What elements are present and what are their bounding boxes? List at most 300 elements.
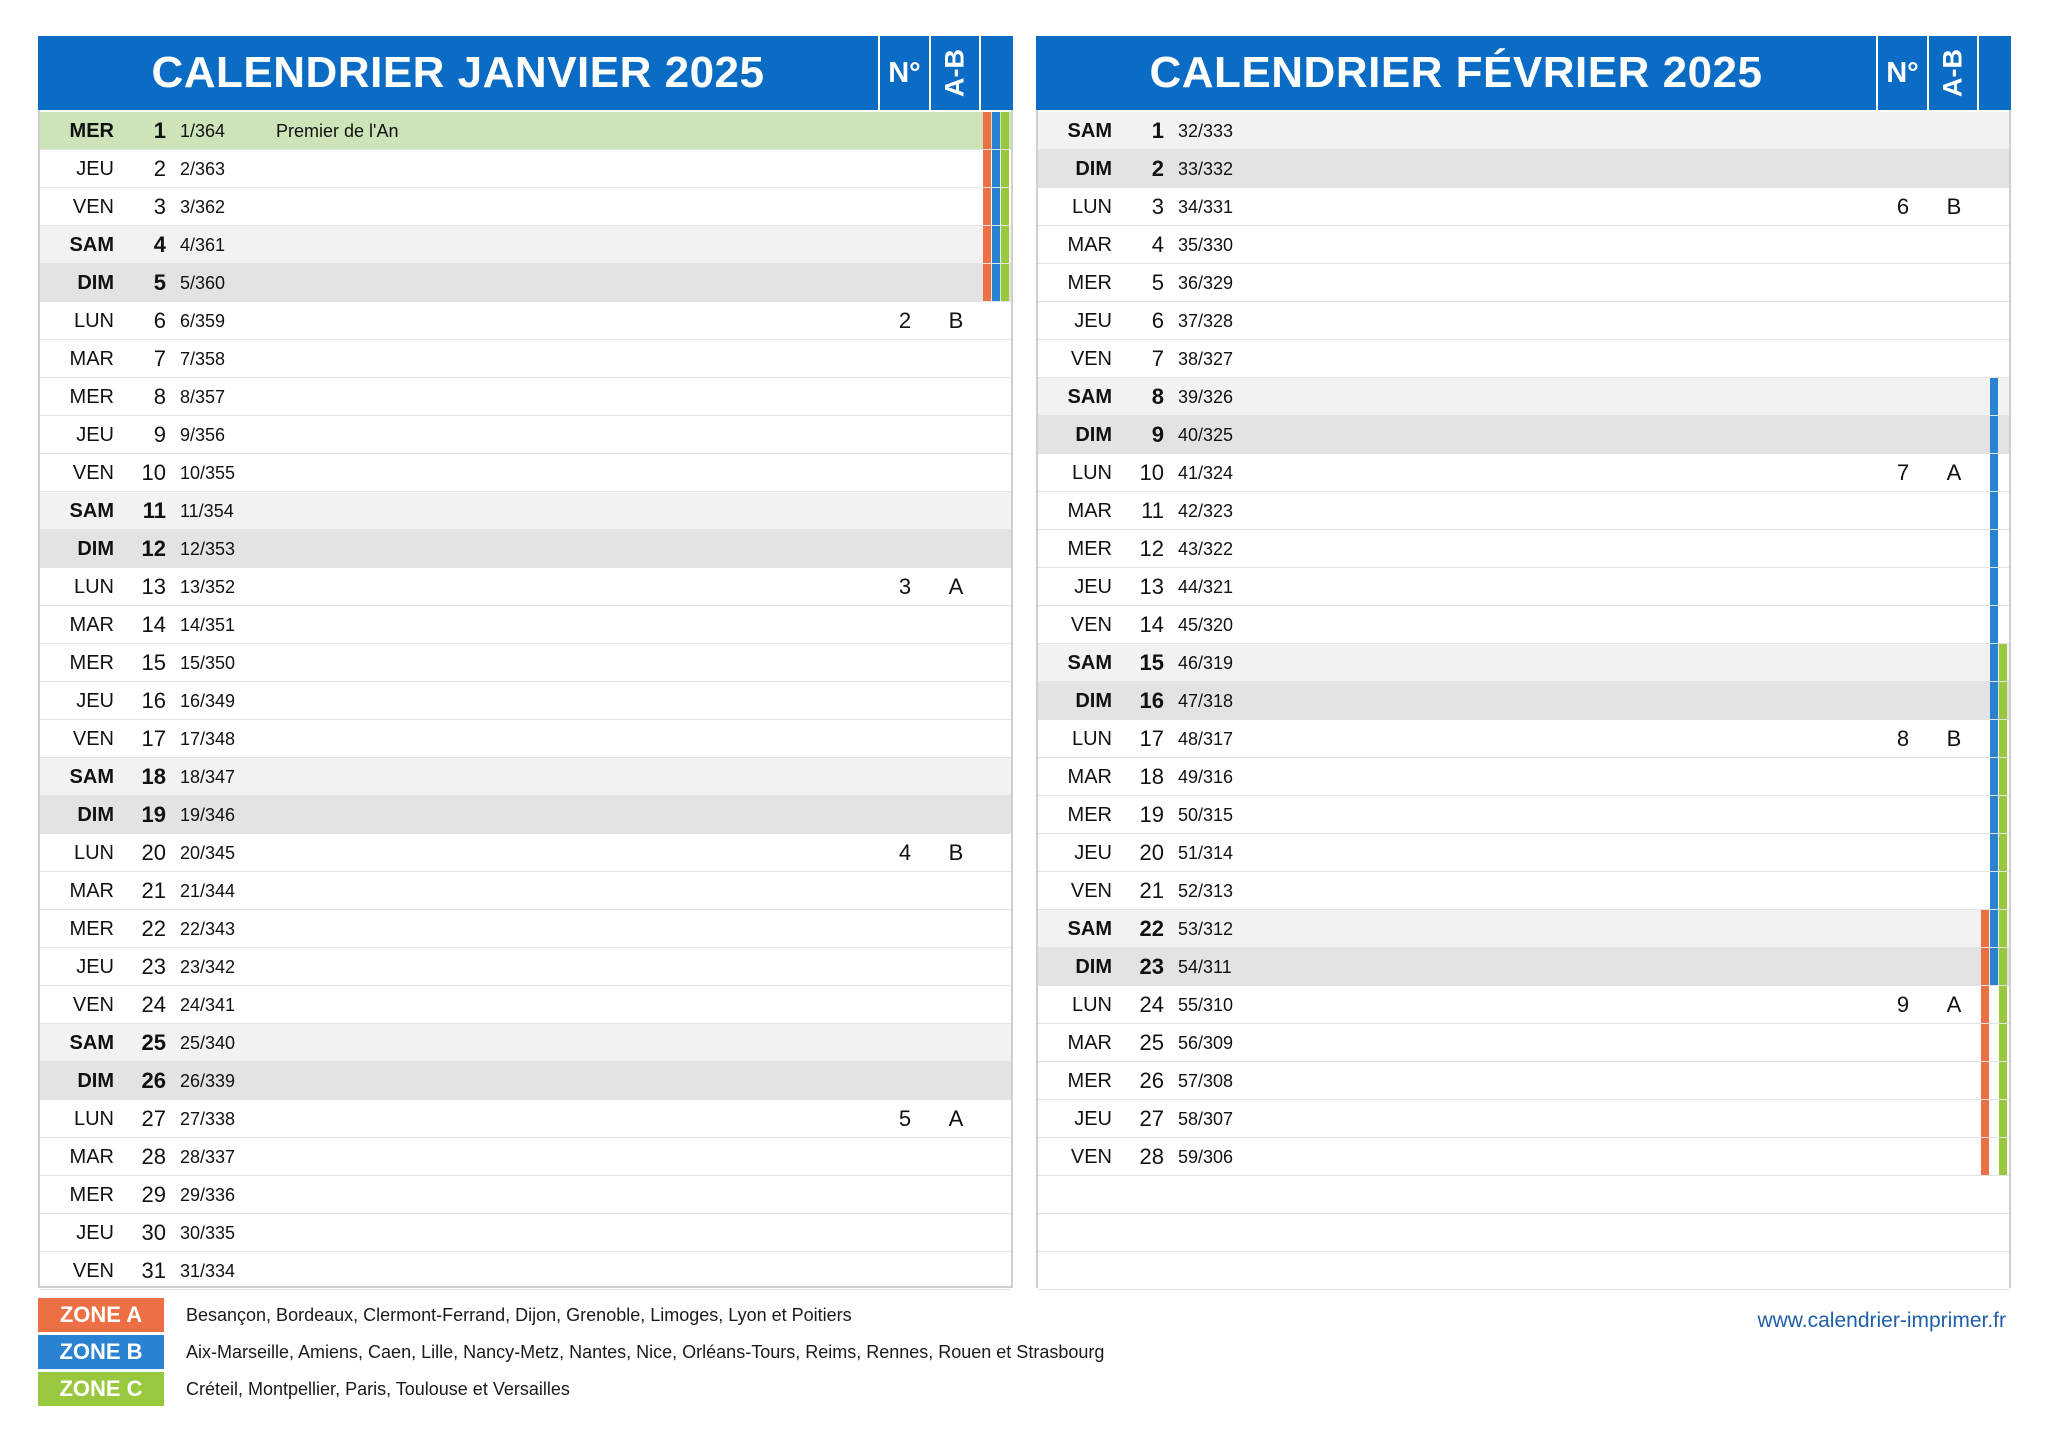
zone-c-badge: ZONE C [38, 1372, 164, 1406]
week-number: 8 [1896, 726, 1910, 751]
day-row [1038, 568, 2009, 606]
day-of-year: 26/339 [180, 1071, 236, 1091]
day-name: JEU [1074, 842, 1112, 864]
day-name: LUN [1071, 462, 1112, 484]
day-of-year: 57/308 [1178, 1071, 1234, 1091]
zone-b-vacation-bar [1990, 454, 1998, 491]
day-row [40, 606, 1011, 644]
day-row [40, 112, 1011, 150]
day-of-year: 35/330 [1178, 235, 1234, 255]
zone-c-vacation-bar [1001, 150, 1009, 187]
day-row [1038, 1100, 2009, 1138]
week-number-header: N° [888, 57, 921, 89]
day-of-year: 59/306 [1178, 1147, 1234, 1167]
day-of-year: 15/350 [180, 653, 236, 673]
day-row [1038, 910, 2009, 948]
day-name: DIM [77, 1070, 114, 1092]
day-number: 18 [141, 764, 166, 789]
day-name: DIM [1075, 158, 1112, 180]
day-of-year: 14/351 [180, 615, 236, 635]
day-row [40, 682, 1011, 720]
day-of-year: 12/353 [180, 539, 236, 559]
day-row [1038, 682, 2009, 720]
zone-a-vacation-bar [1981, 986, 1989, 1023]
day-of-year: 43/322 [1178, 539, 1234, 559]
day-row [1038, 948, 2009, 986]
zone-c-vacation-bar [1001, 112, 1009, 149]
day-number: 28 [141, 1144, 166, 1169]
day-row [40, 264, 1011, 302]
day-of-year: 55/310 [1178, 995, 1234, 1015]
day-name: MAR [69, 348, 114, 370]
zone-a-vacation-bar [983, 112, 991, 149]
day-number: 9 [153, 422, 166, 447]
day-number: 12 [141, 536, 166, 561]
day-row [40, 226, 1011, 264]
day-name: LUN [73, 842, 114, 864]
zone-c-vacation-bar [1999, 796, 2007, 833]
month-title: CALENDRIER FÉVRIER 2025 [1149, 48, 1763, 97]
week-number: 7 [1896, 460, 1910, 485]
zone-a-vacation-bar [1981, 1024, 1989, 1061]
week-number: 5 [898, 1106, 912, 1131]
day-of-year: 3/362 [180, 197, 226, 217]
day-name: VEN [1070, 348, 1112, 370]
zone-a-vacation-bar [983, 150, 991, 187]
day-row [40, 150, 1011, 188]
zone-b-vacation-bar [1990, 492, 1998, 529]
day-number: 22 [141, 916, 166, 941]
day-name: LUN [1071, 994, 1112, 1016]
zone-c-vacation-bar [1001, 226, 1009, 263]
zone-c-vacation-bar [1999, 872, 2007, 909]
day-number: 5 [1151, 270, 1164, 295]
day-row [40, 530, 1011, 568]
day-of-year: 30/335 [180, 1223, 236, 1243]
day-row [1038, 112, 2009, 150]
day-row [40, 834, 1011, 872]
day-row [40, 1252, 1011, 1290]
zone-b-vacation-bar [1990, 606, 1998, 643]
day-of-year: 39/326 [1178, 387, 1234, 407]
day-row [40, 644, 1011, 682]
day-of-year: 38/327 [1178, 349, 1234, 369]
day-number: 16 [1139, 688, 1164, 713]
header-divider [1977, 36, 1979, 110]
day-number: 27 [1139, 1106, 1164, 1131]
day-number: 23 [141, 954, 166, 979]
day-name: DIM [77, 538, 114, 560]
day-of-year: 17/348 [180, 729, 236, 749]
zone-c-vacation-bar [1999, 720, 2007, 757]
day-number: 20 [141, 840, 166, 865]
day-name: LUN [1071, 728, 1112, 750]
day-name: VEN [1070, 880, 1112, 902]
zone-b-vacation-bar [1990, 378, 1998, 415]
week-ab: B [948, 840, 964, 865]
day-row [1038, 226, 2009, 264]
zone-a-vacation-bar [983, 264, 991, 301]
day-of-year: 13/352 [180, 577, 236, 597]
day-name: DIM [77, 272, 114, 294]
day-number: 3 [1151, 194, 1164, 219]
zone-c-vacation-bar [1999, 682, 2007, 719]
day-number: 2 [153, 156, 166, 181]
day-name: SAM [1067, 386, 1112, 408]
day-of-year: 48/317 [1178, 729, 1234, 749]
day-name: JEU [76, 424, 114, 446]
day-number: 19 [1139, 802, 1164, 827]
day-row [40, 416, 1011, 454]
day-of-year: 22/343 [180, 919, 236, 939]
day-name: VEN [72, 994, 114, 1016]
day-row [40, 454, 1011, 492]
week-ab: A [1946, 460, 1962, 485]
day-name: MER [1067, 804, 1112, 826]
day-number: 17 [1139, 726, 1164, 751]
day-row [1038, 1062, 2009, 1100]
day-name: LUN [73, 576, 114, 598]
day-of-year: 34/331 [1178, 197, 1234, 217]
day-of-year: 51/314 [1178, 843, 1234, 863]
day-row [40, 1062, 1011, 1100]
day-of-year: 56/309 [1178, 1033, 1234, 1053]
empty-row [1038, 1214, 2009, 1252]
day-row [40, 1138, 1011, 1176]
day-name: JEU [76, 690, 114, 712]
day-row [1038, 340, 2009, 378]
day-number: 7 [153, 346, 166, 371]
day-of-year: 41/324 [1178, 463, 1234, 483]
day-of-year: 8/357 [180, 387, 226, 407]
day-name: MER [69, 386, 114, 408]
day-number: 28 [1139, 1144, 1164, 1169]
day-number: 17 [141, 726, 166, 751]
day-number: 24 [1139, 992, 1164, 1017]
day-row [40, 1176, 1011, 1214]
day-of-year: 54/311 [1178, 957, 1232, 977]
day-name: SAM [69, 234, 114, 256]
day-row [40, 1024, 1011, 1062]
day-number: 7 [1151, 346, 1164, 371]
month-february [1036, 36, 2011, 1288]
day-of-year: 5/360 [180, 273, 226, 293]
day-row [40, 378, 1011, 416]
day-number: 1 [1151, 118, 1164, 143]
zone-a-vacation-bar [983, 188, 991, 225]
zone-a-vacation-bar [983, 226, 991, 263]
week-ab-header-label: A-B [1937, 49, 1968, 97]
week-number-header: N° [1886, 57, 1919, 89]
day-number: 21 [141, 878, 166, 903]
zone-b-vacation-bar [1990, 530, 1998, 567]
month-header [38, 36, 1013, 110]
day-number: 13 [1139, 574, 1164, 599]
day-row [40, 720, 1011, 758]
day-name: DIM [1075, 690, 1112, 712]
day-name: JEU [1074, 576, 1112, 598]
day-number: 8 [153, 384, 166, 409]
day-of-year: 53/312 [1178, 919, 1234, 939]
day-row [1038, 606, 2009, 644]
week-number: 3 [898, 574, 912, 599]
week-ab-header-label: A-B [939, 49, 970, 97]
day-row [40, 492, 1011, 530]
zone-a-cities: Besançon, Bordeaux, Clermont-Ferrand, Dijon, Grenoble, Limoges, Lyon et Poitiers [186, 1305, 852, 1325]
header-divider [979, 36, 981, 110]
day-number: 6 [1151, 308, 1164, 333]
day-number: 6 [153, 308, 166, 333]
zone-b-vacation-bar [992, 112, 1000, 149]
day-of-year: 4/361 [180, 235, 226, 255]
day-number: 4 [153, 232, 166, 257]
day-of-year: 1/364 [180, 121, 226, 141]
zone-a-vacation-bar [1981, 948, 1989, 985]
day-name: JEU [76, 956, 114, 978]
day-row [40, 302, 1011, 340]
zone-c-vacation-bar [1999, 758, 2007, 795]
day-number: 12 [1139, 536, 1164, 561]
day-number: 1 [153, 118, 166, 143]
zone-b-vacation-bar [1990, 682, 1998, 719]
day-of-year: 19/346 [180, 805, 236, 825]
day-name: MER [1067, 538, 1112, 560]
day-name: DIM [1075, 956, 1112, 978]
day-row [1038, 720, 2009, 758]
day-number: 11 [142, 498, 166, 523]
zone-c-vacation-bar [1999, 986, 2007, 1023]
zone-a-vacation-bar [1981, 1138, 1989, 1175]
day-row [40, 758, 1011, 796]
day-of-year: 23/342 [180, 957, 236, 977]
zone-b-vacation-bar [1990, 416, 1998, 453]
event-label: Premier de l'An [276, 121, 399, 141]
day-of-year: 31/334 [180, 1261, 236, 1281]
day-name: JEU [1074, 310, 1112, 332]
zone-b-cities: Aix-Marseille, Amiens, Caen, Lille, Nancy-Metz, Nantes, Nice, Orléans-Tours, Reims, Rennes, Rouen et Strasbourg [186, 1342, 1105, 1362]
day-of-year: 58/307 [1178, 1109, 1234, 1129]
zone-c-vacation-bar [1999, 1100, 2007, 1137]
day-row [1038, 644, 2009, 682]
day-of-year: 27/338 [180, 1109, 236, 1129]
day-name: MAR [69, 1146, 114, 1168]
day-number: 15 [141, 650, 166, 675]
day-name: VEN [72, 462, 114, 484]
zone-b-vacation-bar [1990, 910, 1998, 947]
day-number: 16 [141, 688, 166, 713]
zone-b-vacation-bar [992, 150, 1000, 187]
day-number: 5 [153, 270, 166, 295]
zone-a-vacation-bar [1981, 1062, 1989, 1099]
day-number: 27 [141, 1106, 166, 1131]
day-name: DIM [77, 804, 114, 826]
day-of-year: 46/319 [1178, 653, 1234, 673]
month-title: CALENDRIER JANVIER 2025 [151, 48, 765, 97]
day-number: 29 [141, 1182, 166, 1207]
day-name: SAM [1067, 120, 1112, 142]
day-rows [40, 112, 1011, 1290]
zone-b-vacation-bar [992, 264, 1000, 301]
day-number: 31 [141, 1258, 166, 1283]
day-of-year: 44/321 [1178, 577, 1234, 597]
week-ab: A [1946, 992, 1962, 1017]
day-row [1038, 986, 2009, 1024]
day-number: 13 [141, 574, 166, 599]
day-number: 25 [1139, 1030, 1164, 1055]
day-name: VEN [72, 196, 114, 218]
day-name: LUN [1071, 196, 1112, 218]
day-row [1038, 530, 2009, 568]
day-name: LUN [73, 1108, 114, 1130]
day-rows [1038, 112, 2009, 1290]
day-number: 2 [1151, 156, 1164, 181]
day-number: 4 [1151, 232, 1164, 257]
day-row [1038, 378, 2009, 416]
day-name: VEN [1070, 1146, 1112, 1168]
month-header [1036, 36, 2011, 110]
day-row [40, 948, 1011, 986]
zone-b-vacation-bar [1990, 568, 1998, 605]
day-row [1038, 492, 2009, 530]
day-of-year: 42/323 [1178, 501, 1234, 521]
day-of-year: 33/332 [1178, 159, 1234, 179]
week-number: 9 [1896, 992, 1910, 1017]
day-number: 24 [141, 992, 166, 1017]
day-of-year: 9/356 [180, 425, 226, 445]
zone-c-vacation-bar [1999, 834, 2007, 871]
zone-c-vacation-bar [1999, 1024, 2007, 1061]
day-row [1038, 1024, 2009, 1062]
day-name: DIM [1075, 424, 1112, 446]
zone-b-vacation-bar [1990, 872, 1998, 909]
day-of-year: 25/340 [180, 1033, 236, 1053]
day-name: MER [1067, 1070, 1112, 1092]
day-number: 22 [1139, 916, 1164, 941]
day-name: MER [69, 1184, 114, 1206]
day-row [1038, 150, 2009, 188]
day-number: 18 [1139, 764, 1164, 789]
day-name: JEU [76, 158, 114, 180]
zone-c-vacation-bar [1001, 188, 1009, 225]
zone-b-vacation-bar [1990, 834, 1998, 871]
week-number: 2 [898, 308, 912, 333]
day-name: VEN [1070, 614, 1112, 636]
day-name: SAM [69, 500, 114, 522]
day-row [40, 872, 1011, 910]
day-row [1038, 188, 2009, 226]
day-name: SAM [1067, 918, 1112, 940]
day-name: JEU [1074, 1108, 1112, 1130]
day-name: MAR [1067, 234, 1112, 256]
day-number: 25 [141, 1030, 166, 1055]
day-name: MAR [69, 614, 114, 636]
day-of-year: 20/345 [180, 843, 236, 863]
day-of-year: 11/354 [180, 501, 234, 521]
zone-c-vacation-bar [1999, 1062, 2007, 1099]
day-row [1038, 1138, 2009, 1176]
day-row [40, 796, 1011, 834]
day-number: 10 [1139, 460, 1164, 485]
week-ab: B [1946, 194, 1962, 219]
day-row [1038, 454, 2009, 492]
day-of-year: 32/333 [1178, 121, 1234, 141]
day-of-year: 2/363 [180, 159, 226, 179]
day-row [40, 188, 1011, 226]
day-number: 26 [1139, 1068, 1164, 1093]
week-ab: A [948, 574, 964, 599]
day-number: 14 [141, 612, 166, 637]
website-link[interactable]: www.calendrier-imprimer.fr [1757, 1309, 2006, 1332]
day-number: 15 [1139, 650, 1164, 675]
week-number: 4 [898, 840, 912, 865]
day-name: MER [69, 918, 114, 940]
day-of-year: 24/341 [180, 995, 236, 1015]
zone-b-vacation-bar [1990, 796, 1998, 833]
zone-c-cities: Créteil, Montpellier, Paris, Toulouse et Versailles [186, 1379, 570, 1399]
day-number: 23 [1139, 954, 1164, 979]
day-name: MER [69, 120, 114, 142]
day-name: SAM [69, 766, 114, 788]
day-of-year: 49/316 [1178, 767, 1234, 787]
zone-b-vacation-bar [1990, 644, 1998, 681]
day-of-year: 47/318 [1178, 691, 1234, 711]
day-of-year: 50/315 [1178, 805, 1234, 825]
day-number: 26 [141, 1068, 166, 1093]
day-number: 14 [1139, 612, 1164, 637]
zone-a-vacation-bar [1981, 1100, 1989, 1137]
day-row [40, 910, 1011, 948]
day-of-year: 40/325 [1178, 425, 1234, 445]
day-number: 21 [1139, 878, 1164, 903]
day-name: JEU [76, 1222, 114, 1244]
week-number: 6 [1896, 194, 1910, 219]
zone-c-vacation-bar [1999, 1138, 2007, 1175]
day-number: 30 [141, 1220, 166, 1245]
day-row [40, 986, 1011, 1024]
week-ab: B [1946, 726, 1962, 751]
day-name: MER [69, 652, 114, 674]
day-row [1038, 758, 2009, 796]
zone-b-vacation-bar [1990, 720, 1998, 757]
day-name: SAM [69, 1032, 114, 1054]
day-row [40, 340, 1011, 378]
day-of-year: 10/355 [180, 463, 236, 483]
day-name: MER [1067, 272, 1112, 294]
day-of-year: 6/359 [180, 311, 226, 331]
day-name: MAR [69, 880, 114, 902]
day-number: 3 [153, 194, 166, 219]
day-row [1038, 872, 2009, 910]
day-number: 10 [141, 460, 166, 485]
week-ab-header [931, 36, 979, 110]
day-of-year: 37/328 [1178, 311, 1234, 331]
zone-b-badge: ZONE B [38, 1335, 164, 1369]
zone-a-badge: ZONE A [38, 1298, 164, 1332]
zone-a-vacation-bar [1981, 910, 1989, 947]
week-ab: A [948, 1106, 964, 1131]
day-number: 9 [1151, 422, 1164, 447]
day-row [1038, 264, 2009, 302]
day-row [40, 1214, 1011, 1252]
day-number: 20 [1139, 840, 1164, 865]
day-number: 8 [1151, 384, 1164, 409]
day-of-year: 16/349 [180, 691, 236, 711]
day-of-year: 21/344 [180, 881, 236, 901]
zone-b-vacation-bar [1990, 758, 1998, 795]
day-name: LUN [73, 310, 114, 332]
zone-c-vacation-bar [1999, 948, 2007, 985]
day-of-year: 29/336 [180, 1185, 236, 1205]
